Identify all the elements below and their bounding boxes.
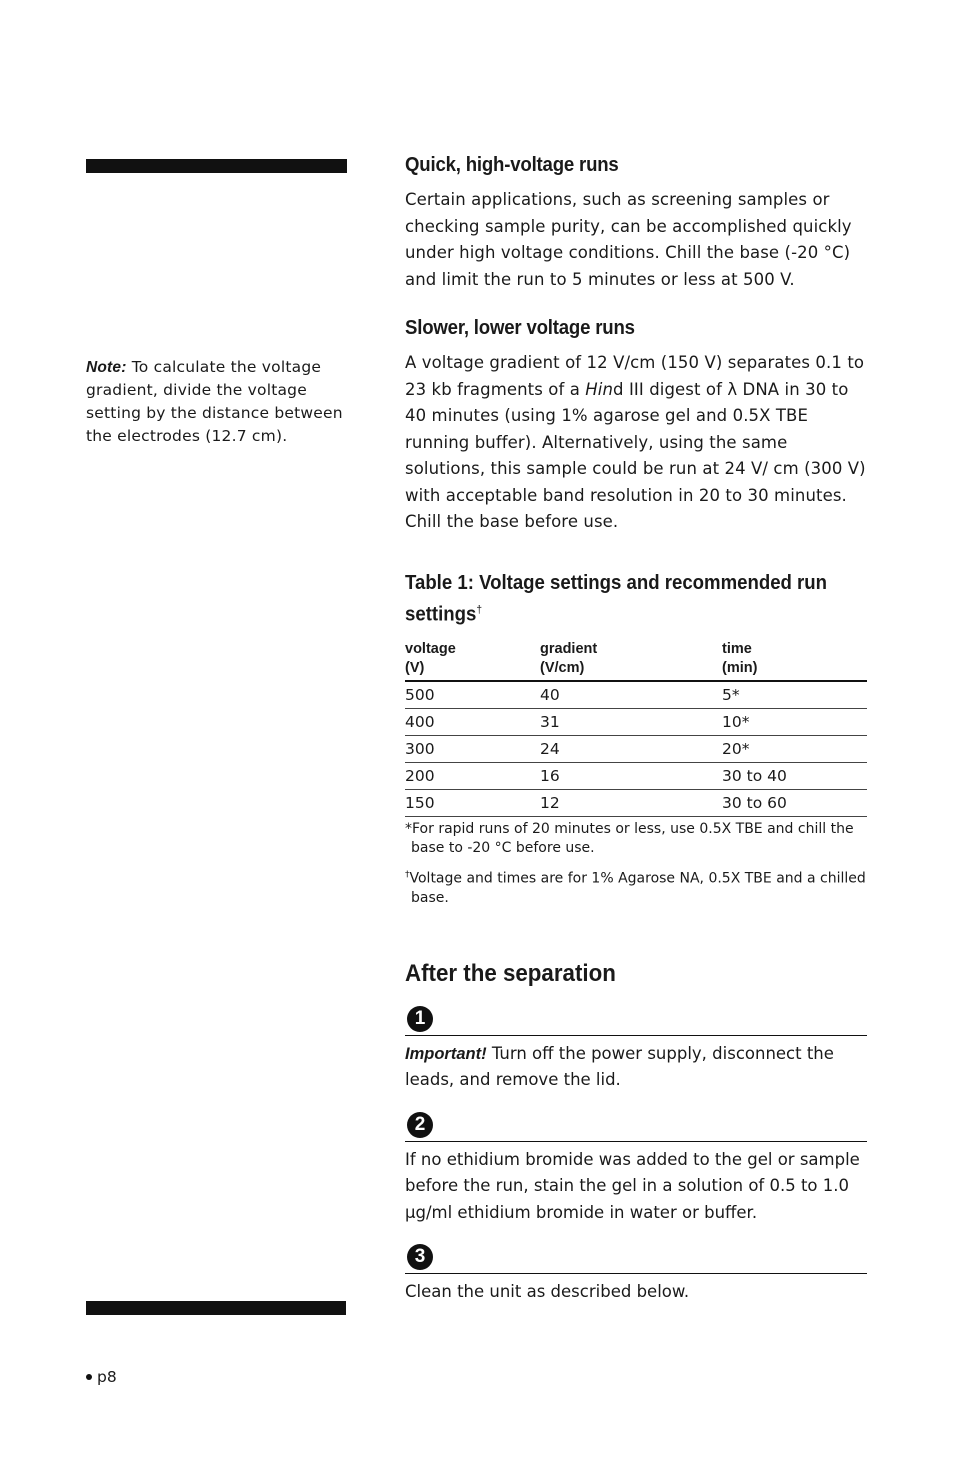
- step-3-number-icon: 3: [407, 1244, 433, 1270]
- bottom-sidebar-bar: [86, 1301, 346, 1315]
- page-number-text: p8: [97, 1368, 117, 1386]
- after-separation-heading: After the separation: [405, 959, 616, 987]
- table-title-text: Table 1: Voltage settings and recommended run settings: [405, 571, 828, 626]
- note-text: To calculate the voltage gradient, divide the voltage setting by the distance between the electrodes (12.7 cm).: [86, 358, 343, 445]
- quick-runs-body: Certain applications, such as screening samples or checking sample purity, can be accomplished quickly under high voltage conditions. Chill the base (-20 °C) and limit the run to 5 minutes or less at 500 V.: [405, 190, 852, 289]
- step-1-number-icon: 1: [407, 1006, 433, 1032]
- table-footnote-2: [405, 866, 867, 908]
- step-3-header: [405, 1242, 867, 1274]
- header-time: time (min): [722, 640, 867, 681]
- table-cell: 200: [405, 763, 540, 790]
- table-cell: 400: [405, 709, 540, 736]
- top-sidebar-bar: [86, 159, 347, 173]
- table-row: [405, 763, 867, 790]
- step-3-text: Clean the unit as described below.: [405, 1282, 690, 1302]
- table-row: [405, 709, 867, 736]
- table-cell: 150: [405, 790, 540, 817]
- slow-runs-text-italic: Hin: [585, 379, 614, 399]
- quick-runs-heading: Quick, high-voltage runs: [405, 154, 619, 176]
- slow-runs-body: [405, 350, 867, 536]
- footnote-2-text: Voltage and times are for 1% Agarose NA, 0.5X TBE and a chilled base.: [409, 870, 866, 906]
- header-gradient: gradient (V/cm): [540, 640, 722, 681]
- note-label: Note:: [86, 359, 127, 376]
- step-1-body: Turn off the power supply, disconnect the leads, and remove the lid.: [405, 1043, 834, 1090]
- slow-runs-text-a: A voltage gradient of 12 V/cm (150 V) separates 0.1 to 23 kb fragments of a: [405, 353, 865, 399]
- table-row: [405, 736, 867, 763]
- step-1-text: [405, 1041, 867, 1094]
- step-2-text: If no ethidium bromide was added to the gel or sample before the run, stain the gel in a solution of 0.5 to 1.0 µg/ml ethidium bromide in water or buffer.: [405, 1149, 860, 1222]
- header-voltage: voltage (V): [405, 640, 540, 681]
- table-cell: 500: [405, 681, 540, 709]
- table-cell: 12: [540, 790, 722, 817]
- table-row: [405, 790, 867, 817]
- table-title: [405, 570, 870, 629]
- table-cell: 300: [405, 736, 540, 763]
- main-content: [405, 154, 867, 1306]
- table-cell: 31: [540, 709, 722, 736]
- step-2-number-icon: 2: [407, 1112, 433, 1138]
- table-cell: 20*: [722, 736, 867, 763]
- table-title-mark: †: [476, 603, 483, 616]
- table-cell: 40: [540, 681, 722, 709]
- bullet-icon: [86, 1374, 92, 1380]
- important-label: Important!: [405, 1044, 487, 1063]
- slow-runs-text-b: d III digest of λ DNA in 30 to 40 minutes (using 1% agarose gel and 0.5X TBE running buffer). Alternatively, using the same solutions, this sample could be run at 24 V/ cm (300 V) with acceptable band resolution in 20 to 30 minutes. Chill the base before use.: [405, 379, 866, 531]
- table-cell: 30 to 60: [722, 790, 867, 817]
- table-cell: 10*: [722, 709, 867, 736]
- table-footnote-1: *For rapid runs of 20 minutes or less, use 0.5X TBE and chill the base to -20 °C before use.: [405, 821, 854, 857]
- table-cell: 5*: [722, 681, 867, 709]
- table-cell: 16: [540, 763, 722, 790]
- voltage-table: [405, 640, 867, 817]
- footnote-2-mark: †: [405, 870, 410, 881]
- table-cell: 30 to 40: [722, 763, 867, 790]
- step-1-header: [405, 1004, 867, 1036]
- slow-runs-heading: Slower, lower voltage runs: [405, 317, 635, 339]
- page-number: [86, 1368, 117, 1386]
- step-2-header: [405, 1110, 867, 1142]
- sidebar-note: [86, 356, 348, 448]
- table-cell: 24: [540, 736, 722, 763]
- table-header-row: [405, 640, 867, 681]
- table-row: [405, 681, 867, 709]
